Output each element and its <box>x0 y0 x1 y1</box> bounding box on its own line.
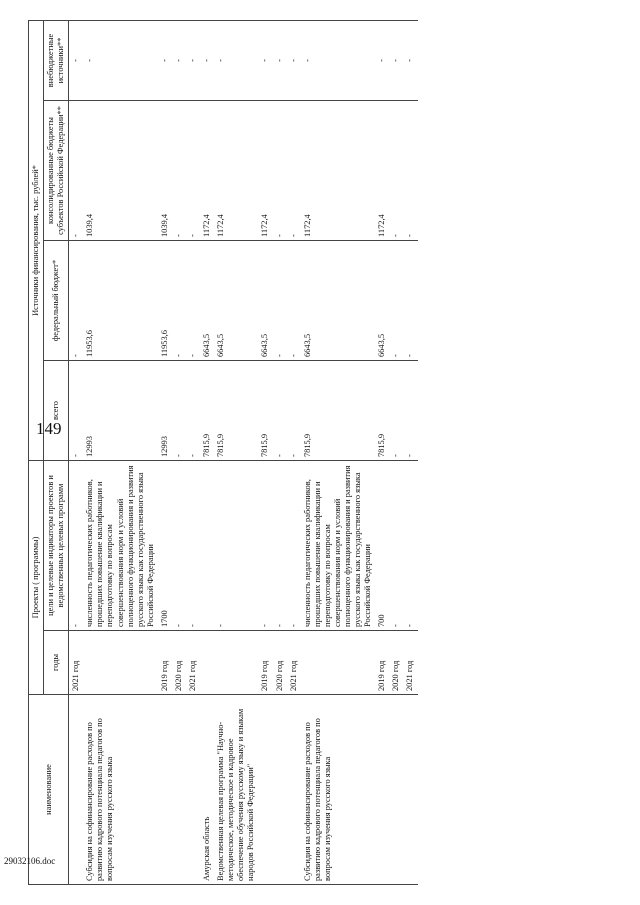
cell-offbudget: - <box>200 21 214 101</box>
header-total: всего <box>44 361 69 461</box>
cell-offbudget: - <box>158 21 172 101</box>
cell-name <box>186 695 200 885</box>
cell-regional: - <box>273 101 287 241</box>
cell-goal: численность педагогических работников, прошедших повышение квалификации и переподготовку по вопросам совершенствования норм и условий полноценного функционирования и развития русского языка как государственного языка Российской Федерации <box>301 461 376 631</box>
cell-total: - <box>287 361 301 461</box>
table-row <box>403 21 417 885</box>
cell-offbudget: - <box>287 21 301 101</box>
cell-goal: - <box>403 461 417 631</box>
header-years: годы <box>44 631 69 695</box>
funding-table <box>28 20 418 885</box>
cell-year <box>83 631 158 695</box>
header-projects: Проекты ( программы) <box>29 461 44 695</box>
cell-regional: 1039,4 <box>83 101 158 241</box>
header-name: наименование <box>29 695 69 885</box>
cell-federal: - <box>69 241 84 361</box>
cell-year: 2019 год <box>258 631 272 695</box>
cell-year: 2021 год <box>403 631 417 695</box>
cell-name: Ведомственная целевая программа "Научно-методическое, методическое и кадровое обеспечение обучения русскому языку и языкам народов Российской Федерации" <box>214 695 258 885</box>
cell-total: - <box>403 361 417 461</box>
table-row <box>172 21 186 885</box>
cell-year: 2019 год <box>158 631 172 695</box>
cell-offbudget: - <box>172 21 186 101</box>
cell-goal: - <box>214 461 258 631</box>
cell-federal: - <box>172 241 186 361</box>
cell-year: 2019 год <box>375 631 389 695</box>
cell-goal <box>200 461 214 631</box>
table-row <box>273 21 287 885</box>
header-federal: федеральный бюджет* <box>44 241 69 361</box>
table-row <box>69 21 84 885</box>
table-row <box>258 21 272 885</box>
cell-offbudget: - <box>389 21 403 101</box>
cell-year: 2021 год <box>186 631 200 695</box>
cell-total: 7815,9 <box>375 361 389 461</box>
cell-goal: - <box>186 461 200 631</box>
header-regional: консолидированные бюджеты субъектов Российской Федерации** <box>44 101 69 241</box>
cell-total: 7815,9 <box>301 361 376 461</box>
table-row <box>200 21 214 885</box>
cell-goal: - <box>273 461 287 631</box>
cell-total: 7815,9 <box>200 361 214 461</box>
cell-regional: - <box>287 101 301 241</box>
cell-year: 2020 год <box>389 631 403 695</box>
cell-goal: - <box>172 461 186 631</box>
cell-name <box>403 695 417 885</box>
cell-regional: 1172,4 <box>200 101 214 241</box>
cell-name <box>258 695 272 885</box>
cell-federal: 6643,5 <box>214 241 258 361</box>
cell-year: 2020 год <box>172 631 186 695</box>
cell-federal: 6643,5 <box>200 241 214 361</box>
cell-total: 7815,9 <box>258 361 272 461</box>
cell-offbudget: - <box>214 21 258 101</box>
cell-federal: 6643,5 <box>258 241 272 361</box>
cell-name <box>389 695 403 885</box>
table-row <box>83 21 158 885</box>
table-row <box>186 21 200 885</box>
header-row-1 <box>29 21 44 885</box>
cell-year <box>214 631 258 695</box>
cell-offbudget: - <box>258 21 272 101</box>
cell-year <box>301 631 376 695</box>
cell-goal: - <box>389 461 403 631</box>
cell-offbudget: - <box>83 21 158 101</box>
header-goals: цели и целевые индикаторы проектов и ведомственных целевых программ <box>44 461 69 631</box>
cell-regional: - <box>69 101 84 241</box>
cell-goal: 700 <box>375 461 389 631</box>
cell-total: 12993 <box>83 361 158 461</box>
cell-regional: - <box>403 101 417 241</box>
cell-name <box>172 695 186 885</box>
cell-offbudget: - <box>301 21 376 101</box>
cell-offbudget: - <box>403 21 417 101</box>
cell-total: - <box>186 361 200 461</box>
cell-regional: 1172,4 <box>258 101 272 241</box>
cell-name: Амурская область <box>200 695 214 885</box>
cell-name: Субсидия на софинансирование расходов по развитию кадрового потенциала педагогов по вопросам изучения русского языка <box>301 695 376 885</box>
cell-federal: 6643,5 <box>301 241 376 361</box>
cell-total: - <box>69 361 84 461</box>
table-row <box>375 21 389 885</box>
cell-goal: 1700 <box>158 461 172 631</box>
cell-name <box>158 695 172 885</box>
cell-federal: 11953,6 <box>83 241 158 361</box>
table-row <box>158 21 172 885</box>
cell-name <box>375 695 389 885</box>
cell-name <box>69 695 84 885</box>
cell-regional: 1039,4 <box>158 101 172 241</box>
cell-regional: - <box>172 101 186 241</box>
table-row <box>214 21 258 885</box>
cell-year <box>200 631 214 695</box>
cell-offbudget: - <box>273 21 287 101</box>
cell-name <box>287 695 301 885</box>
cell-name <box>273 695 287 885</box>
cell-offbudget: - <box>375 21 389 101</box>
cell-total: - <box>273 361 287 461</box>
cell-offbudget: - <box>69 21 84 101</box>
table-row <box>301 21 376 885</box>
cell-year: 2020 год <box>273 631 287 695</box>
cell-total: 12993 <box>158 361 172 461</box>
page-number: 149 <box>36 419 62 438</box>
cell-federal: 6643,5 <box>375 241 389 361</box>
cell-total: 7815,9 <box>214 361 258 461</box>
cell-federal: - <box>403 241 417 361</box>
header-offbudget: внебюджетные источники** <box>44 21 69 101</box>
cell-regional: 1172,4 <box>301 101 376 241</box>
cell-regional: 1172,4 <box>214 101 258 241</box>
cell-federal: - <box>389 241 403 361</box>
header-funding: Источники финансирования, тыс. рублей* <box>29 21 44 461</box>
cell-federal: - <box>273 241 287 361</box>
cell-goal: - <box>258 461 272 631</box>
cell-offbudget: - <box>186 21 200 101</box>
cell-regional: - <box>389 101 403 241</box>
cell-goal: - <box>69 461 84 631</box>
cell-regional: 1172,4 <box>375 101 389 241</box>
cell-regional: - <box>186 101 200 241</box>
cell-year: 2021 год <box>69 631 84 695</box>
cell-goal: - <box>287 461 301 631</box>
table-row <box>287 21 301 885</box>
cell-federal: - <box>287 241 301 361</box>
cell-year: 2021 год <box>287 631 301 695</box>
cell-name: Субсидия на софинансирование расходов по развитию кадрового потенциала педагогов по вопросам изучения русского языка <box>83 695 158 885</box>
cell-total: - <box>389 361 403 461</box>
cell-goal: численность педагогических работников, прошедших повышение квалификации и переподготовку по вопросам совершенствования норм и условий полноценного функционирования и развития русского языка как государственного языка Российской Федерации <box>83 461 158 631</box>
table-row <box>389 21 403 885</box>
cell-federal: 11953,6 <box>158 241 172 361</box>
cell-total: - <box>172 361 186 461</box>
file-name: 29032106.doc <box>4 856 56 866</box>
cell-federal: - <box>186 241 200 361</box>
